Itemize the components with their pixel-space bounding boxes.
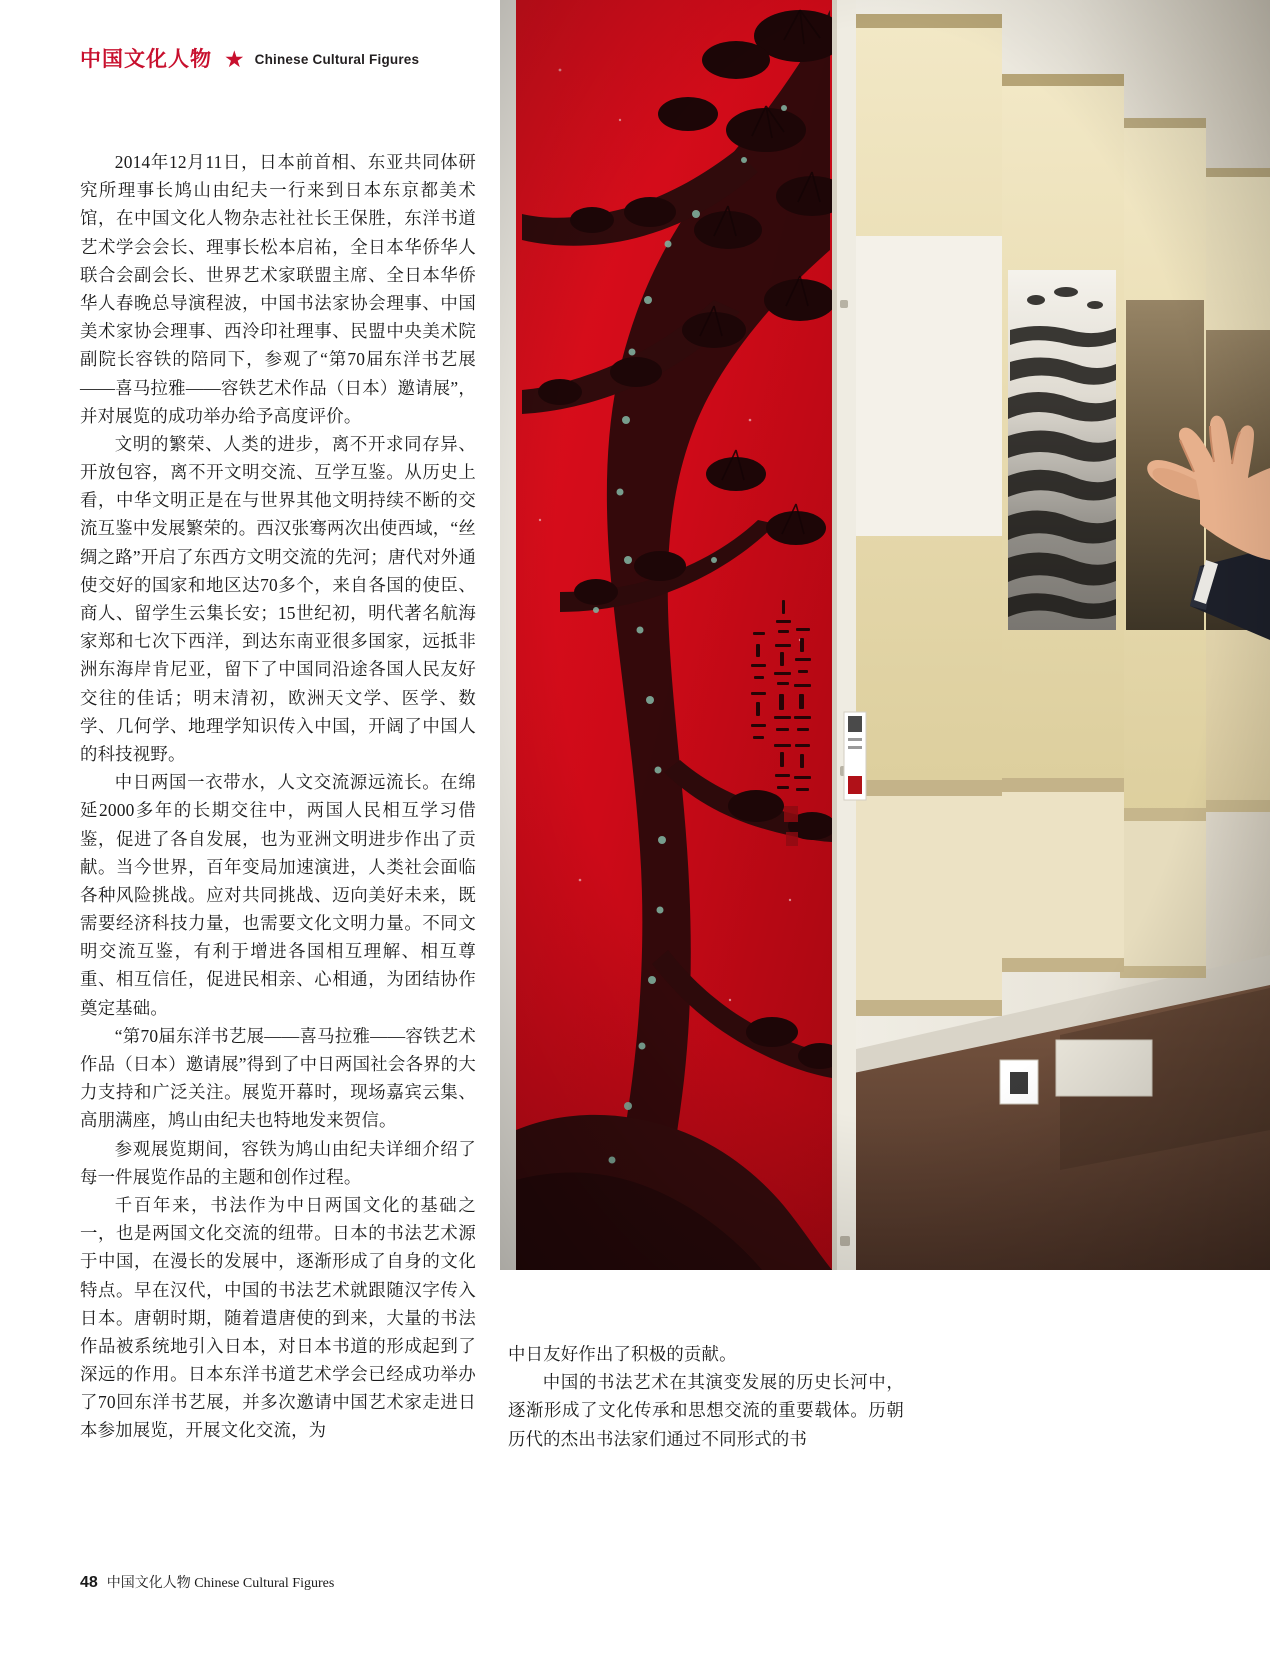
paragraph: 参观展览期间，容铁为鸠山由纪夫详细介绍了每一件展览作品的主题和创作过程。 <box>80 1138 476 1187</box>
paragraph: 2014年12月11日，日本前首相、东亚共同体研究所理事长鸠山由纪夫一行来到日本东京都美术馆，在中国文化人物杂志社社长王保胜，东洋书道艺术学会会长、理事长松本启祐，全日本华侨华人联合会副会长、世界艺术家联盟主席、全日本华侨华人春晚总导演程波，中国书法家协会理事、中国美术家协会理事、西泠印社理事、民盟中央美术院副院长容铁的陪同下，参观了“第70届东洋书艺展——喜马拉雅——容铁艺术作品（日本）邀请展”，并对展览的成功举办给予高度评价。 <box>80 152 476 426</box>
paragraph: 中日两国一衣带水，人文交流源远流长。在绵延2000多年的长期交往中，两国人民相互学习借鉴，促进了各自发展，也为亚洲文明进步作出了贡献。当今世界，百年变局加速演进，人类社会面临各种风险挑战。应对共同挑战、迈向美好未来，既需要经济科技力量，也需要文化文明力量。不同文明交流互鉴，有利于增进各国相互理解、相互尊重、相互信任，促进民相亲、心相通，为团结协作奠定基础。 <box>80 772 476 1018</box>
masthead-english-title: Chinese Cultural Figures <box>254 52 420 67</box>
paragraph: 中日友好作出了积极的贡献。 <box>508 1344 737 1364</box>
star-icon: ★ <box>224 47 245 72</box>
exhibition-photograph <box>500 0 1270 1270</box>
masthead-chinese-title: 中国文化人物 <box>80 47 212 71</box>
body-text-left-column <box>80 148 476 1445</box>
masthead <box>80 48 419 71</box>
page-number: 48 <box>80 1574 98 1591</box>
body-text-right-column <box>508 1340 904 1453</box>
paragraph: “第70届东洋书艺展——喜马拉雅——容铁艺术作品（日本）邀请展”得到了中日两国社会各界的大力支持和广泛关注。展览开幕时，现场嘉宾云集、高朋满座，鸠山由纪夫也特地发来贺信。 <box>80 1025 476 1131</box>
paragraph: 文明的繁荣、人类的进步，离不开求同存异、开放包容，离不开文明交流、互学互鉴。从历史上看，中华文明正是在与世界其他文明持续不断的交流互鉴中发展繁荣的。西汉张骞两次出使西域，“丝绸之路”开启了东西方文明交流的先河；唐代对外通使交好的国家和地区达70多个，来自各国的使臣、商人、留学生云集长安；15世纪初，明代著名航海家郑和七次下西洋，到达东南亚很多国家，远抵非洲东海岸肯尼亚，留下了中国同沿途各国人民友好交往的佳话；明末清初，欧洲天文学、医学、数学、几何学、地理学知识传入中国，开阔了中国人的科技视野。 <box>80 433 476 764</box>
footer-publication-name: 中国文化人物 Chinese Cultural Figures <box>106 1576 335 1591</box>
paragraph: 千百年来，书法作为中日两国文化的基础之一，也是两国文化交流的纽带。日本的书法艺术源于中国，在漫长的发展中，逐渐形成了自身的文化特点。早在汉代，中国的书法艺术就跟随汉字传入日本。唐朝时期，随着遣唐使的到来，大量的书法作品被系统地引入日本，对日本书道的形成起到了深远的作用。日本东洋书道艺术学会已经成功举办了70回东洋书艺展，并多次邀请中国艺术家走进日本参加展览，开展文化交流，为 <box>80 1194 476 1441</box>
paragraph: 中国的书法艺术在其演变发展的历史长河中，逐渐形成了文化传承和思想交流的重要载体。历朝历代的杰出书法家们通过不同形式的书 <box>508 1372 904 1449</box>
photo-illustration <box>500 0 1270 1270</box>
page-footer <box>80 1572 334 1592</box>
